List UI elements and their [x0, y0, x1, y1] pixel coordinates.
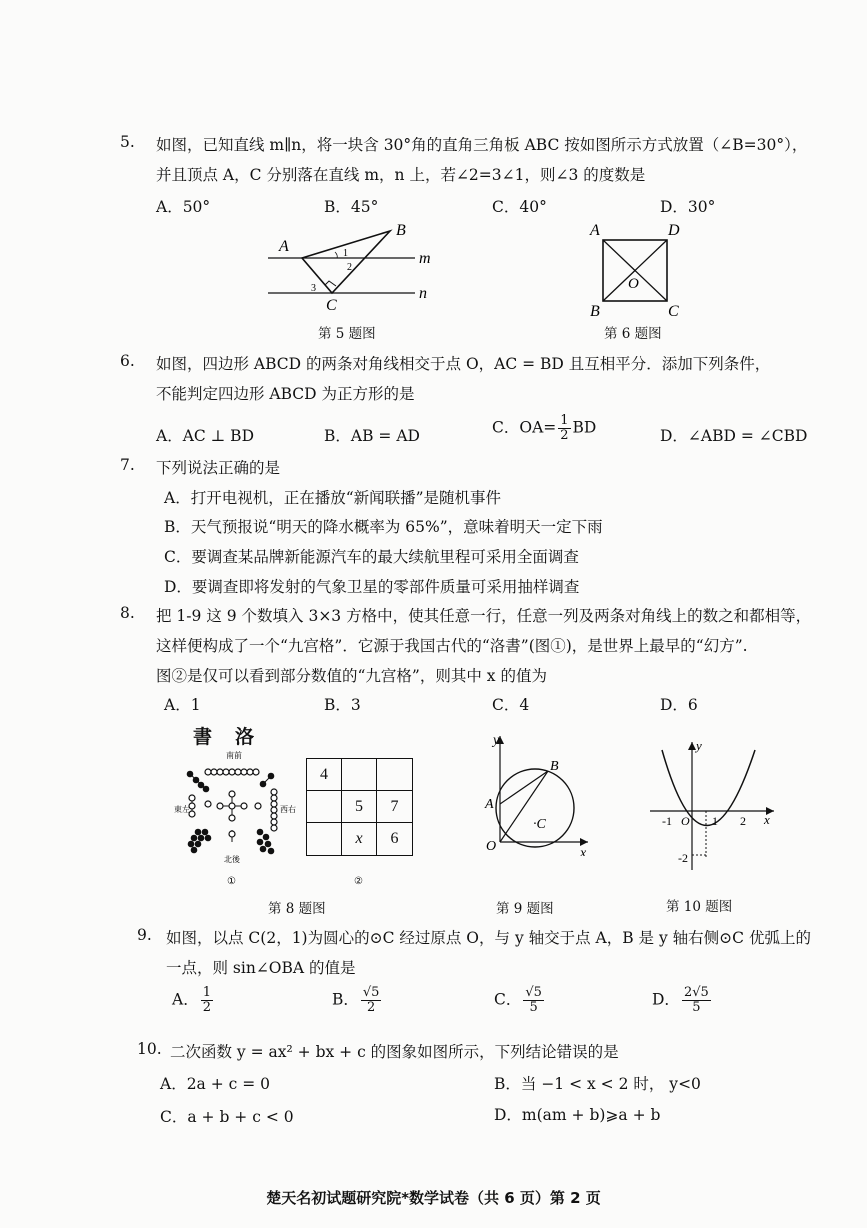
q7-option-c: C．要调查某品牌新能源汽车的最大续航里程可采用全面调查 — [164, 548, 579, 566]
fig9-label-x: x — [580, 846, 587, 856]
grid-cell-r3c2: x — [342, 823, 377, 855]
q9-option-d-label: D． — [652, 990, 680, 1009]
fig10-label-2: 2 — [740, 814, 746, 828]
q6-option-c-num: 1 — [560, 413, 569, 428]
grid-cell-r1c2 — [342, 759, 377, 791]
q6-stem-line1: 如图，四边形 ABCD 的两条对角线相交于点 O，AC = BD 且互相平分．添加下列条件， — [156, 355, 771, 373]
q8-stem-line3: 图②是仅可以看到部分数值的“九宫格”，则其中 x 的值为 — [156, 667, 547, 685]
q5-stem-line1: 如图，已知直线 m∥n，将一块含 30°角的直角三角板 ABC 按如图所示方式放置（∠B=30°）， — [156, 136, 808, 154]
q6-option-b: B．AB = AD — [324, 427, 420, 445]
fig9-label-o: O — [486, 839, 497, 854]
q8-option-a: A．1 — [164, 696, 201, 714]
grid-fig-mark: ② — [354, 876, 363, 887]
q9-option-b-num: √5 — [362, 985, 380, 1000]
q5-option-c: C．40° — [492, 198, 547, 216]
q7-option-d: D．要调查即将发射的气象卫星的零部件质量可采用抽样调查 — [164, 578, 580, 596]
q9-option-d-den: 5 — [692, 1000, 701, 1015]
fig5-diagram — [265, 218, 440, 318]
fig6-label-c: C — [668, 303, 679, 320]
q9-option-b-den: 2 — [367, 1000, 376, 1015]
fig5-angle-3: 3 — [311, 283, 316, 294]
q6-number: 6. — [120, 352, 135, 370]
fig6-label-b: B — [590, 303, 600, 320]
q9-option-c-num: √5 — [525, 985, 542, 1000]
q10-option-d: D．m(am + b)⩾a + b — [494, 1106, 661, 1124]
q6-option-d: D．∠ABD = ∠CBD — [660, 427, 808, 445]
q5-option-a: A．50° — [156, 198, 211, 216]
fig6-caption: 第 6 题图 — [604, 326, 662, 342]
fig5-label-n: n — [419, 285, 427, 302]
fig5-caption: 第 5 题图 — [318, 326, 376, 342]
fig10-label-o: O — [681, 814, 690, 828]
fig5-label-m: m — [419, 250, 431, 267]
q8-stem-line1: 把 1-9 这 9 个数填入 3×3 方格中，使其任意一行，任意一列及两条对角线上的数之和都相等， — [156, 607, 812, 625]
fig5-label-c: C — [326, 297, 337, 314]
fig9-diagram — [460, 726, 600, 856]
q7-option-a: A．打开电视机，正在播放“新闻联播”是随机事件 — [164, 489, 502, 507]
luoshu-figure — [168, 744, 298, 889]
q6-stem-line2: 不能判定四边形 ABCD 为正方形的是 — [156, 385, 415, 403]
fig5-angle-1: 1 — [343, 248, 348, 259]
q7-stem: 下列说法正确的是 — [156, 459, 281, 477]
q9-option-a-den: 2 — [202, 1000, 211, 1015]
q6-option-c-fraction — [558, 414, 570, 443]
fig5-label-b: B — [396, 222, 406, 239]
q8-number: 8. — [120, 604, 135, 622]
fig10-label-x: x — [764, 812, 770, 827]
q10-stem: 二次函数 y = ax² + bx + c 的图象如图所示，下列结论错误的是 — [170, 1043, 619, 1061]
q8-stem-line2: 这样便构成了一个“九宫格”．它源于我国古代的“洛書”(图①)，是世界上最早的“幻方”. — [156, 637, 748, 655]
fig10-label-y: y — [696, 738, 702, 753]
q7-number: 7. — [120, 456, 135, 474]
q5-option-d: D．30° — [660, 198, 716, 216]
q5-number: 5. — [120, 133, 135, 151]
grid-cell-r3c3: 6 — [390, 830, 399, 847]
fig10-label-neg2: -2 — [678, 851, 688, 865]
q8-option-c: C．4 — [492, 696, 530, 714]
fig5-angle-2: 2 — [347, 262, 352, 273]
q5-stem-line2: 并且顶点 A，C 分别落在直线 m，n 上，若∠2=3∠1，则∠3 的度数是 — [156, 166, 646, 184]
luoshu-fig-mark: ① — [227, 876, 236, 887]
q9-option-d — [652, 986, 713, 1015]
fig9-label-b: B — [550, 759, 559, 774]
q9-option-a-num: 1 — [202, 985, 211, 1000]
fig5-label-a: A — [279, 238, 289, 255]
q10-option-b: B．当 −1 < x < 2 时， y<0 — [494, 1075, 701, 1093]
q8-option-b: B．3 — [324, 696, 361, 714]
luoshu-label-right: 西右 — [280, 805, 296, 814]
q9-stem-line2: 一点，则 sin∠OBA 的值是 — [166, 959, 356, 977]
fig8-caption: 第 8 题图 — [268, 901, 326, 917]
q10-option-c: C．a + b + c < 0 — [160, 1108, 294, 1126]
magic-square-grid — [306, 758, 413, 856]
q6-option-c — [492, 414, 596, 443]
q9-option-d-fraction — [682, 986, 711, 1015]
grid-cell-r3c1 — [307, 823, 342, 855]
fig10-label-neg1: -1 — [662, 814, 672, 828]
q6-option-c-tail: BD — [572, 418, 597, 437]
q9-number: 9. — [137, 926, 152, 944]
q9-option-d-num: 2√5 — [683, 985, 709, 1000]
luoshu-label-bottom: 北後 — [224, 855, 240, 864]
fig9-caption: 第 9 题图 — [496, 901, 554, 917]
q9-option-c-den: 5 — [529, 1000, 538, 1015]
grid-cell-r2c3: 7 — [377, 791, 412, 823]
q6-option-c-prefix: C．OA= — [492, 418, 557, 437]
fig10-label-1: 1 — [712, 814, 718, 828]
q9-option-b-fraction — [361, 986, 382, 1015]
q9-stem-line1: 如图，以点 C(2，1)为圆心的⊙C 经过原点 O，与 y 轴交于点 A，B 是 y 轴右侧⊙C 优弧上的 — [166, 929, 811, 947]
q7-option-b: B．天气预报说“明天的降水概率为 65%”，意味着明天一定下雨 — [164, 518, 603, 536]
q6-option-c-den: 2 — [560, 428, 569, 443]
q9-option-a-fraction — [201, 986, 213, 1015]
q9-option-a — [172, 986, 215, 1015]
fig9-label-c: ·C — [533, 817, 546, 832]
q10-number: 10. — [137, 1040, 162, 1058]
fig9-label-y: y — [493, 733, 500, 748]
luoshu-label-left: 東左 — [174, 805, 190, 814]
luoshu-title: 書 洛 — [193, 726, 257, 748]
grid-cell-r2c2: 5 — [342, 791, 377, 823]
q9-option-c — [494, 986, 546, 1015]
q5-option-b: B．45° — [324, 198, 379, 216]
q6-option-a: A．AC ⊥ BD — [156, 427, 254, 445]
q9-option-c-fraction — [523, 986, 544, 1015]
fig9-label-a: A — [485, 797, 494, 812]
q9-option-c-label: C． — [494, 990, 522, 1009]
q8-option-d: D．6 — [660, 696, 698, 714]
grid-cell-r1c3 — [377, 759, 412, 791]
q9-option-b-label: B． — [332, 990, 359, 1009]
page-footer: 楚天名初试题研究院*数学试卷（共 6 页）第 2 页 — [266, 1189, 601, 1207]
luoshu-label-top: 南前 — [226, 751, 242, 760]
fig10-diagram — [640, 736, 790, 876]
q9-option-a-label: A． — [172, 990, 199, 1009]
grid-cell-r1c1: 4 — [307, 759, 342, 791]
fig10-caption: 第 10 题图 — [666, 899, 733, 915]
fig6-diagram — [584, 218, 694, 320]
fig6-label-o: O — [628, 276, 639, 292]
fig6-label-a: A — [590, 222, 600, 239]
fig6-label-d: D — [668, 222, 680, 239]
q10-option-a: A．2a + c = 0 — [160, 1075, 271, 1093]
grid-cell-r2c1 — [307, 791, 342, 823]
q9-option-b — [332, 986, 383, 1015]
